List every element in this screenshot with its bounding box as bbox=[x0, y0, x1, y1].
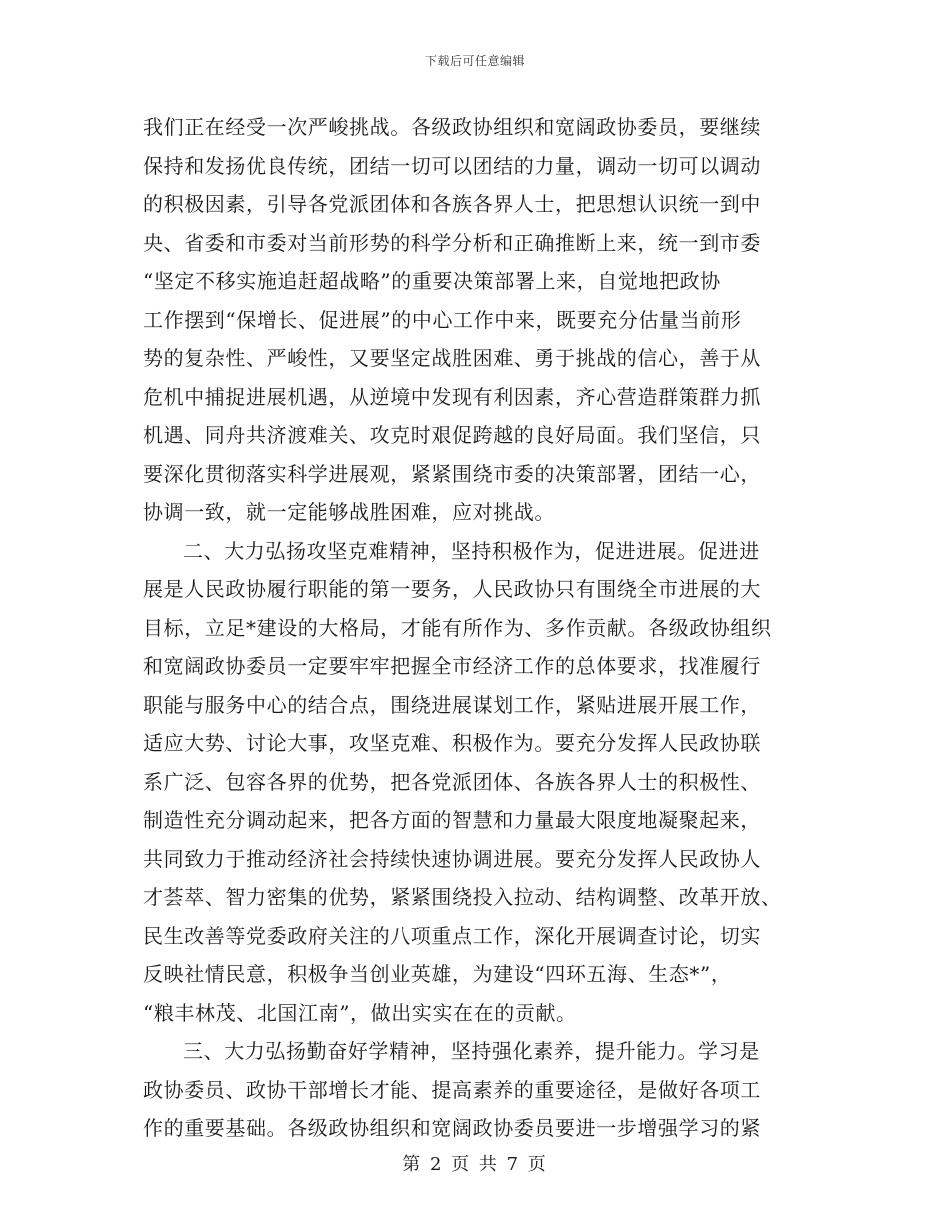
text-line: 要深化贯彻落实科学进展观，紧紧围绕市委的决策部署，团结一心， bbox=[143, 461, 761, 486]
text-line: 展是人民政协履行职能的第一要务，人民政协只有围绕全市进展的大 bbox=[143, 577, 761, 601]
text-line: 工作摆到“保增长、促进展”的中心工作中来，既要充分估量当前形 bbox=[143, 307, 742, 332]
text-line: 二、大力弘扬攻坚克难精神，坚持积极作为，促进进展。促进进 bbox=[183, 538, 760, 563]
page-footer: 第 2 页 共 7 页 bbox=[402, 1154, 548, 1175]
text-line: 政协委员、政协干部增长才能、提高素养的重要途径，是做好各项工 bbox=[143, 1077, 761, 1102]
text-line: 适应大势、讨论大事，攻坚克难、积极作为。要充分发挥人民政协联 bbox=[143, 731, 761, 755]
text-line: 机遇、同舟共济渡难关、攻克时艰促跨越的良好局面。我们坚信，只 bbox=[143, 423, 761, 447]
page-header: 下载后可任意编辑 bbox=[424, 54, 525, 68]
text-line: 民生改善等党委政府关注的八项重点工作，深化开展调查讨论，切实 bbox=[143, 923, 761, 948]
text-line: 反映社情民意，积极争当创业英雄，为建设“四环五海、生态*”， bbox=[143, 962, 732, 986]
text-line: “坚定不移实施追赶超战略”的重要决策部署上来，自觉地把政协 bbox=[143, 269, 721, 293]
text-line: 作的重要基础。各级政协组织和宽阔政协委员要进一步增强学习的紧 bbox=[143, 1116, 761, 1140]
text-line: 共同致力于推动经济社会持续快速协调进展。要充分发挥人民政协人 bbox=[143, 846, 761, 871]
text-line: 保持和发扬优良传统，团结一切可以团结的力量，调动一切可以调动 bbox=[143, 153, 761, 178]
text-line: 和宽阔政协委员一定要牢牢把握全市经济工作的总体要求，找准履行 bbox=[143, 654, 761, 678]
text-line: “粮丰林茂、北国江南”，做出实实在在的贡献。 bbox=[143, 1000, 577, 1025]
text-line: 的积极因素，引导各党派团体和各族各界人士，把思想认识统一到中 bbox=[143, 192, 761, 216]
text-line: 目标，立足*建设的大格局，才能有所作为、多作贡献。各级政协组织 bbox=[143, 615, 772, 640]
paragraph-3 bbox=[143, 1032, 803, 1148]
text-line: 危机中捕捉进展机遇，从逆境中发现有利因素，齐心营造群策群力抓 bbox=[143, 384, 761, 409]
text-line: 职能与服务中心的结合点，围绕进展谋划工作，紧贴进展开展工作， bbox=[143, 692, 761, 717]
text-line: 我们正在经受一次严峻挑战。各级政协组织和宽阔政协委员，要继续 bbox=[143, 115, 761, 139]
text-line: 三、大力弘扬勤奋好学精神，坚持强化素养，提升能力。学习是 bbox=[183, 1039, 760, 1063]
text-line: 才荟萃、智力密集的优势，紧紧围绕投入拉动、结构调整、改革开放、 bbox=[143, 885, 782, 909]
text-line: 协调一致，就一定能够战胜困难，应对挑战。 bbox=[143, 500, 555, 524]
text-line: 系广泛、包容各界的优势，把各党派团体、各族各界人士的积极性、 bbox=[143, 769, 761, 794]
text-line: 制造性充分调动起来，把各方面的智慧和力量最大限度地凝聚起来， bbox=[143, 808, 761, 832]
document-body bbox=[143, 108, 803, 1148]
paragraph-2 bbox=[143, 532, 803, 1033]
paragraph-1 bbox=[143, 108, 803, 532]
text-line: 央、省委和市委对当前形势的科学分析和正确推断上来，统一到市委 bbox=[143, 230, 761, 255]
text-line: 势的复杂性、严峻性，又要坚定战胜困难、勇于挑战的信心，善于从 bbox=[143, 346, 761, 370]
